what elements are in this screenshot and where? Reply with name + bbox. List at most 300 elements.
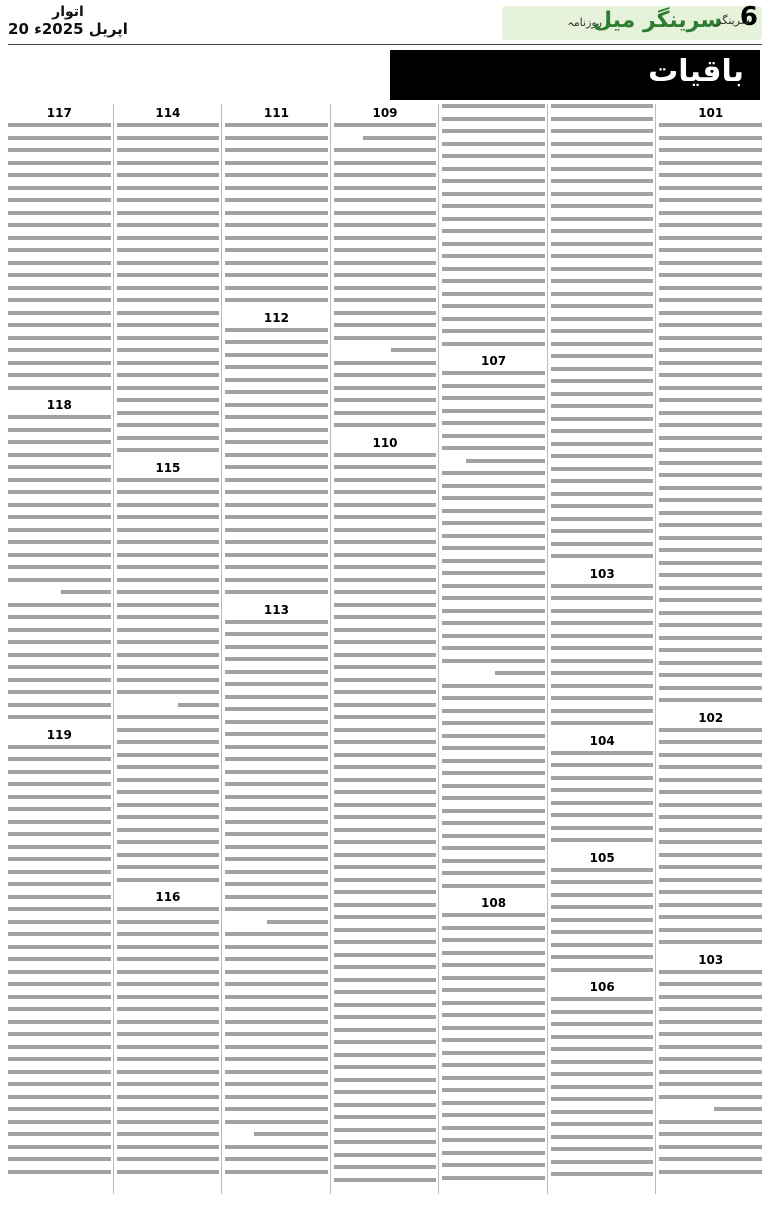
text-line — [8, 895, 111, 899]
text-line — [117, 515, 220, 519]
text-line — [551, 646, 654, 650]
text-line — [225, 645, 328, 649]
text-line — [659, 915, 762, 919]
text-line — [442, 446, 545, 450]
text-line — [551, 192, 654, 196]
text-line — [551, 154, 654, 158]
text-line — [442, 342, 545, 346]
text-line — [442, 509, 545, 513]
article-number: 101 — [698, 106, 724, 120]
text-line — [225, 173, 328, 177]
text-line — [659, 336, 762, 340]
text-line — [117, 503, 220, 507]
text-line — [8, 603, 111, 607]
text-line — [225, 478, 328, 482]
text-line — [659, 1145, 762, 1149]
text-line — [8, 148, 111, 152]
text-line — [551, 217, 654, 221]
text-line — [225, 528, 328, 532]
text-line — [334, 953, 437, 957]
text-line — [117, 615, 220, 619]
text-line — [225, 540, 328, 544]
text-line — [334, 1140, 437, 1144]
text-line — [659, 173, 762, 177]
text-line — [442, 938, 545, 942]
text-line — [8, 1107, 111, 1111]
text-line — [442, 1163, 545, 1167]
text-line — [334, 765, 437, 769]
text-line — [442, 317, 545, 321]
text-line — [659, 311, 762, 315]
text-line — [117, 865, 220, 869]
text-line — [8, 136, 111, 140]
text-line — [8, 540, 111, 544]
text-line — [117, 373, 220, 377]
text-line — [8, 1170, 111, 1174]
text-line — [117, 1070, 220, 1074]
text-line — [225, 682, 328, 686]
text-line — [659, 548, 762, 552]
text-line — [334, 223, 437, 227]
text-line — [8, 715, 111, 719]
text-line — [225, 465, 328, 469]
text-line — [334, 790, 437, 794]
text-line — [551, 838, 654, 842]
text-line — [117, 161, 220, 165]
text-line — [334, 965, 437, 969]
text-line — [117, 1132, 220, 1136]
text-line — [225, 732, 328, 736]
page-number: 6 — [739, 2, 758, 32]
text-line — [659, 828, 762, 832]
text-line — [334, 123, 437, 127]
text-line — [117, 678, 220, 682]
text-line — [551, 467, 654, 471]
text-line — [659, 198, 762, 202]
text-line — [225, 745, 328, 749]
text-line — [117, 398, 220, 402]
text-line — [225, 632, 328, 636]
text-line — [442, 634, 545, 638]
text-line — [334, 903, 437, 907]
text-line — [225, 286, 328, 290]
text-line — [225, 415, 328, 419]
text-line — [442, 1113, 545, 1117]
text-line — [334, 1115, 437, 1119]
text-line — [117, 198, 220, 202]
text-line — [334, 615, 437, 619]
text-line — [551, 801, 654, 805]
text-line — [442, 926, 545, 930]
text-line — [334, 336, 437, 340]
text-line — [442, 179, 545, 183]
text-line — [659, 223, 762, 227]
text-line — [225, 198, 328, 202]
paper-prefix: روزنامہ — [567, 16, 602, 29]
text-line — [442, 471, 545, 475]
text-line — [225, 186, 328, 190]
text-line — [225, 907, 328, 911]
text-line — [8, 373, 111, 377]
text-line — [551, 721, 654, 725]
text-line — [442, 696, 545, 700]
article-number: 104 — [589, 733, 615, 748]
text-line — [225, 657, 328, 661]
text-line — [117, 1020, 220, 1024]
text-line — [442, 204, 545, 208]
text-line — [551, 392, 654, 396]
text-line — [659, 448, 762, 452]
text-line — [8, 615, 111, 619]
text-line — [225, 428, 328, 432]
text-line — [117, 123, 220, 127]
text-line — [117, 236, 220, 240]
text-line — [659, 982, 762, 986]
text-line — [225, 123, 328, 127]
text-line — [442, 521, 545, 525]
text-line — [659, 436, 762, 440]
text-line — [442, 1138, 545, 1142]
text-line — [8, 945, 111, 949]
text-line — [334, 1053, 437, 1057]
text-line — [225, 553, 328, 557]
text-line — [225, 870, 328, 874]
text-line — [117, 803, 220, 807]
text-line — [659, 1170, 762, 1174]
text-line — [117, 945, 220, 949]
text-line — [551, 1172, 654, 1176]
text-line — [334, 411, 437, 415]
text-line — [117, 1032, 220, 1036]
text-line — [442, 267, 545, 271]
text-line — [225, 720, 328, 724]
text-line — [659, 461, 762, 465]
text-line — [117, 982, 220, 986]
text-line — [334, 853, 437, 857]
text-line — [117, 1057, 220, 1061]
text-line — [551, 943, 654, 947]
text-line — [117, 223, 220, 227]
text-line — [225, 161, 328, 165]
text-line — [659, 995, 762, 999]
date-block — [8, 4, 128, 38]
text-line — [551, 696, 654, 700]
text-line — [8, 311, 111, 315]
text-line — [659, 598, 762, 602]
text-line — [225, 340, 328, 344]
text-line — [117, 840, 220, 844]
text-line — [225, 857, 328, 861]
text-line — [442, 646, 545, 650]
text-line — [334, 423, 437, 427]
text-line — [8, 323, 111, 327]
text-line — [334, 978, 437, 982]
text-line — [8, 770, 111, 774]
text-line — [551, 1135, 654, 1139]
text-line — [334, 1153, 437, 1157]
text-line — [8, 807, 111, 811]
text-line — [8, 640, 111, 644]
text-line — [442, 242, 545, 246]
text-line — [334, 603, 437, 607]
text-line — [8, 845, 111, 849]
text-line — [117, 211, 220, 215]
text-column — [225, 104, 328, 1194]
text-line — [659, 361, 762, 365]
text-line — [442, 821, 545, 825]
text-line — [442, 584, 545, 588]
text-line — [8, 690, 111, 694]
text-line — [117, 261, 220, 265]
text-line — [551, 1035, 654, 1039]
text-line — [442, 1063, 545, 1067]
text-line — [117, 690, 220, 694]
text-line — [225, 136, 328, 140]
text-line — [8, 161, 111, 165]
text-line — [659, 136, 762, 140]
text-line — [334, 665, 437, 669]
text-line — [659, 148, 762, 152]
text-line — [551, 776, 654, 780]
text-line — [551, 918, 654, 922]
text-line — [8, 440, 111, 444]
column-rule — [330, 104, 331, 1194]
text-line — [225, 1095, 328, 1099]
text-column — [551, 104, 654, 1194]
text-line — [551, 229, 654, 233]
text-line — [659, 840, 762, 844]
text-line — [442, 859, 545, 863]
text-line — [659, 348, 762, 352]
text-line — [659, 473, 762, 477]
paper-city: سرینگر — [716, 14, 750, 27]
text-line — [117, 920, 220, 924]
text-line — [225, 365, 328, 369]
text-line — [8, 415, 111, 419]
text-line — [225, 223, 328, 227]
text-line — [466, 459, 544, 463]
text-line — [117, 932, 220, 936]
text-line — [551, 554, 654, 558]
text-line — [551, 417, 654, 421]
text-line — [442, 784, 545, 788]
text-line — [61, 590, 110, 594]
text-line — [551, 659, 654, 663]
section-title-band — [390, 50, 760, 100]
text-line — [117, 578, 220, 582]
text-line — [442, 1013, 545, 1017]
text-line — [442, 684, 545, 688]
text-line — [551, 492, 654, 496]
article-number: 108 — [481, 896, 507, 910]
text-line — [659, 753, 762, 757]
text-line — [8, 1032, 111, 1036]
text-line — [334, 753, 437, 757]
text-line — [225, 1032, 328, 1036]
text-line — [117, 1045, 220, 1049]
text-line — [225, 1057, 328, 1061]
text-line — [334, 653, 437, 657]
text-line — [551, 826, 654, 830]
text-line — [659, 611, 762, 615]
text-line — [225, 882, 328, 886]
text-line — [442, 396, 545, 400]
article-number: 119 — [46, 727, 72, 742]
text-line — [551, 1072, 654, 1076]
text-line — [8, 361, 111, 365]
text-line — [8, 820, 111, 824]
text-line — [659, 778, 762, 782]
text-line — [551, 504, 654, 508]
text-line — [334, 1078, 437, 1082]
text-line — [117, 273, 220, 277]
text-line — [8, 870, 111, 874]
text-line — [117, 448, 220, 452]
paper-name: سرینگر میل — [593, 8, 722, 33]
text-line — [117, 653, 220, 657]
text-line — [334, 840, 437, 844]
text-line — [225, 620, 328, 624]
text-line — [334, 715, 437, 719]
text-line — [659, 1032, 762, 1036]
text-line — [267, 920, 328, 924]
text-line — [391, 348, 436, 352]
text-line — [8, 261, 111, 265]
text-line — [551, 813, 654, 817]
text-line — [178, 703, 220, 707]
text-line — [117, 590, 220, 594]
text-line — [334, 298, 437, 302]
text-line — [8, 298, 111, 302]
text-line — [8, 678, 111, 682]
text-line — [225, 590, 328, 594]
text-line — [225, 1120, 328, 1124]
page-header — [8, 4, 762, 44]
text-line — [442, 1088, 545, 1092]
text-line — [8, 211, 111, 215]
text-line — [442, 659, 545, 663]
text-line — [117, 490, 220, 494]
text-line — [117, 173, 220, 177]
text-line — [442, 304, 545, 308]
text-line — [225, 298, 328, 302]
text-line — [551, 684, 654, 688]
text-line — [442, 534, 545, 538]
text-line — [225, 211, 328, 215]
text-line — [225, 932, 328, 936]
text-line — [442, 721, 545, 725]
text-line — [8, 478, 111, 482]
text-line — [551, 1047, 654, 1051]
text-line — [117, 1145, 220, 1149]
text-line — [659, 940, 762, 944]
text-line — [225, 695, 328, 699]
article-number: 115 — [155, 460, 181, 475]
text-line — [8, 515, 111, 519]
text-line — [551, 1097, 654, 1101]
article-number: 118 — [46, 398, 72, 412]
text-line — [551, 342, 654, 346]
article-number: 111 — [263, 106, 289, 120]
text-line — [8, 386, 111, 390]
text-line — [659, 411, 762, 415]
text-line — [117, 565, 220, 569]
text-line — [8, 336, 111, 340]
text-line — [8, 1045, 111, 1049]
text-line — [659, 1007, 762, 1011]
text-line — [551, 1160, 654, 1164]
article-number: 109 — [372, 106, 398, 120]
text-line — [225, 707, 328, 711]
text-line — [659, 211, 762, 215]
text-line — [442, 571, 545, 575]
text-line — [117, 640, 220, 644]
day-label: اتوار — [52, 4, 84, 20]
text-line — [8, 453, 111, 457]
text-line — [117, 298, 220, 302]
text-line — [551, 1122, 654, 1126]
text-line — [442, 1038, 545, 1042]
text-line — [334, 703, 437, 707]
text-line — [334, 323, 437, 327]
text-line — [225, 1020, 328, 1024]
text-line — [117, 1157, 220, 1161]
text-line — [551, 584, 654, 588]
text-line — [659, 373, 762, 377]
text-line — [551, 267, 654, 271]
text-line — [659, 1120, 762, 1124]
text-line — [551, 254, 654, 258]
text-line — [442, 409, 545, 413]
text-line — [551, 442, 654, 446]
text-line — [714, 1107, 762, 1111]
text-line — [334, 1003, 437, 1007]
text-line — [659, 1082, 762, 1086]
text-line — [117, 323, 220, 327]
text-line — [442, 1126, 545, 1130]
text-line — [442, 192, 545, 196]
text-line — [442, 621, 545, 625]
text-line — [117, 665, 220, 669]
text-line — [551, 304, 654, 308]
text-line — [117, 778, 220, 782]
text-line — [551, 880, 654, 884]
text-line — [8, 173, 111, 177]
text-line — [117, 878, 220, 882]
text-line — [225, 353, 328, 357]
text-line — [442, 1101, 545, 1105]
text-line — [659, 573, 762, 577]
text-line — [117, 528, 220, 532]
text-line — [8, 745, 111, 749]
text-line — [551, 204, 654, 208]
text-line — [659, 803, 762, 807]
text-line — [117, 553, 220, 557]
text-line — [551, 1022, 654, 1026]
text-line — [8, 1157, 111, 1161]
text-line — [334, 553, 437, 557]
text-line — [8, 703, 111, 707]
text-line — [551, 104, 654, 108]
text-line — [551, 379, 654, 383]
text-line — [117, 1082, 220, 1086]
text-line — [334, 286, 437, 290]
text-line — [225, 578, 328, 582]
text-line — [334, 565, 437, 569]
text-line — [225, 390, 328, 394]
text-line — [363, 136, 436, 140]
text-line — [117, 740, 220, 744]
